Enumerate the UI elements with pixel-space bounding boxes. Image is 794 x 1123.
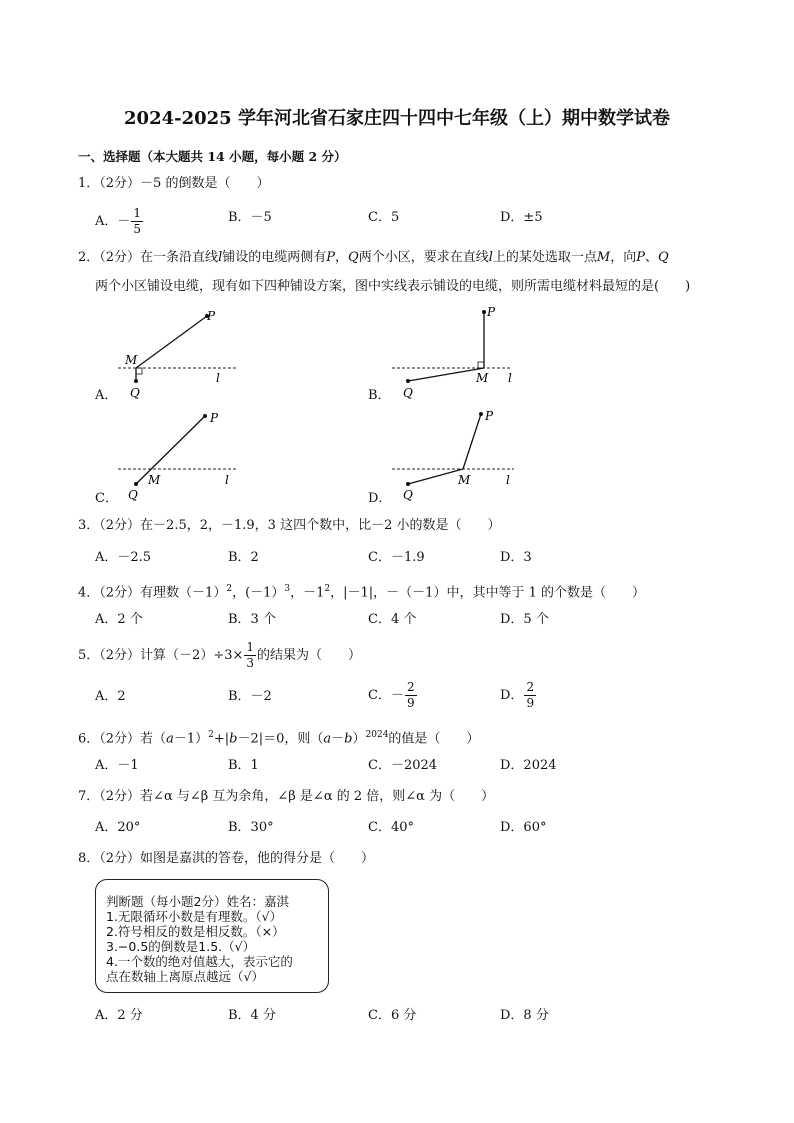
svg-text:P: P [485,409,494,423]
svg-text:M: M [125,353,138,367]
q4-option-a[interactable]: A．2 个 [95,612,143,627]
q8-option-c[interactable]: C．6 分 [368,1008,417,1023]
question-2-line-1: 2．（2分）在一条沿直线l铺设的电缆两侧有P，Q两个小区，要求在直线l上的某处选取一点M，向P、Q [78,250,669,265]
q5-option-b[interactable]: B．－2 [228,689,272,704]
q6-option-c[interactable]: C．－2024 [368,758,438,773]
question-2-line-2: 两个小区铺设电缆，现有如下四种铺设方案，图中实线表示铺设的电缆，则所需电缆材料最短的是( ) [95,279,691,294]
q6-option-d[interactable]: D．2024 [500,758,557,773]
card-line: 1.无限循环小数是有理数。（√） [106,909,283,924]
question-text: －5 的倒数是（ ） [140,176,270,191]
q2-option-d[interactable]: D． [368,491,392,506]
q2-option-c[interactable]: C． [95,491,118,506]
q7-option-d[interactable]: D．60° [500,820,547,835]
fraction: $\frac{1}{3}$ [246,640,255,670]
svg-text:l: l [225,473,229,487]
q5-option-c[interactable]: C．－ $\frac{2}{9}$ [368,680,415,710]
svg-text:l: l [506,473,510,487]
q2-option-b[interactable]: B． [368,388,391,403]
fraction: $\frac{2}{9}$ [526,680,535,710]
q3-option-a[interactable]: A．－2.5 [95,550,152,565]
q8-option-a[interactable]: A．2 分 [95,1008,143,1023]
q7-option-a[interactable]: A．20° [95,820,141,835]
svg-text:Q: Q [403,488,413,502]
q4-option-c[interactable]: C．4 个 [368,612,417,627]
svg-text:M: M [476,371,489,385]
q5-option-a[interactable]: A．2 [95,689,126,704]
card-line: 点在数轴上离原点越远（√） [106,969,264,984]
q1-option-a[interactable]: A．－ $\frac{1}{5}$ [95,206,142,236]
card-line: 判断题（每小题2分）姓名：嘉淇 [106,894,289,909]
q1-option-d[interactable]: D．±5 [500,210,543,225]
fraction: $\frac{1}{5}$ [133,206,142,236]
diagram-c [118,411,238,502]
q1-option-b[interactable]: B．－5 [228,210,272,225]
q5-option-d[interactable]: D． $\frac{2}{9}$ [500,680,535,710]
card-line: 2.符号相反的数是相反数。（×） [106,924,285,939]
card-line: 3.−0.5的倒数是1.5.（√） [106,939,256,954]
svg-text:Q: Q [403,386,413,400]
q3-option-d[interactable]: D．3 [500,550,532,565]
svg-text:l: l [508,371,512,385]
q6-option-a[interactable]: A．－1 [95,758,139,773]
question-3: 3．（2分）在－2.5，2，－1.9，3 这四个数中，比－2 小的数是（ ） [78,518,501,533]
svg-text:P: P [210,411,219,425]
question-5: 5．（2分）计算（－2）÷3× $\frac{1}{3}$ 的结果为（ ） [78,640,362,670]
q7-option-b[interactable]: B．30° [228,820,274,835]
q6-option-b[interactable]: B．1 [228,758,259,773]
question-number: 1．（2分） [78,176,141,191]
q7-option-c[interactable]: C．40° [368,820,414,835]
diagram-d [392,409,514,502]
svg-text:P: P [487,305,496,319]
q3-option-b[interactable]: B．2 [228,550,259,565]
q2-option-a[interactable]: A． [95,388,118,403]
svg-text:M: M [458,473,471,487]
diagram-b [392,305,512,400]
question-8: 8．（2分）如图是嘉淇的答卷，他的得分是（ ） [78,851,375,866]
q3-option-c[interactable]: C．－1.9 [368,550,425,565]
q1-option-c[interactable]: C．5 [368,210,400,225]
svg-text:M: M [148,473,161,487]
question-7: 7．（2分）若∠α 与∠β 互为余角，∠β 是∠α 的 2 倍，则∠α 为（ ） [78,789,495,804]
section-heading: 一、选择题（本大题共 14 小题，每小题 2 分） [78,149,347,164]
fraction: $\frac{2}{9}$ [406,680,415,710]
question-6: 6．（2分）若$(a-1)^2+|b-2|=0$，则$(a-b)^{2024}$的值是（ ） [78,730,480,747]
q4-option-d[interactable]: D．5 个 [500,612,549,627]
svg-text:P: P [207,309,216,323]
svg-text:Q: Q [130,386,140,400]
page-title: 2024-2025 学年河北省石家庄四十四中七年级（上）期中数学试卷 [124,108,670,129]
svg-text:l: l [216,371,220,385]
svg-text:Q: Q [128,488,138,502]
diagram-a [118,309,238,400]
card-line: 4.一个数的绝对值越大，表示它的 [106,954,293,969]
answer-sheet-card [95,879,329,993]
q4-option-b[interactable]: B．3 个 [228,612,276,627]
q8-option-b[interactable]: B．4 分 [228,1008,276,1023]
question-4: 4．（2分）有理数$(-1)^2$，(－1）$^3$，$-1^2$，|－1|，－（－1）中，其中等于 1 的个数是（ ） [78,584,645,601]
q8-option-d[interactable]: D．8 分 [500,1008,549,1023]
